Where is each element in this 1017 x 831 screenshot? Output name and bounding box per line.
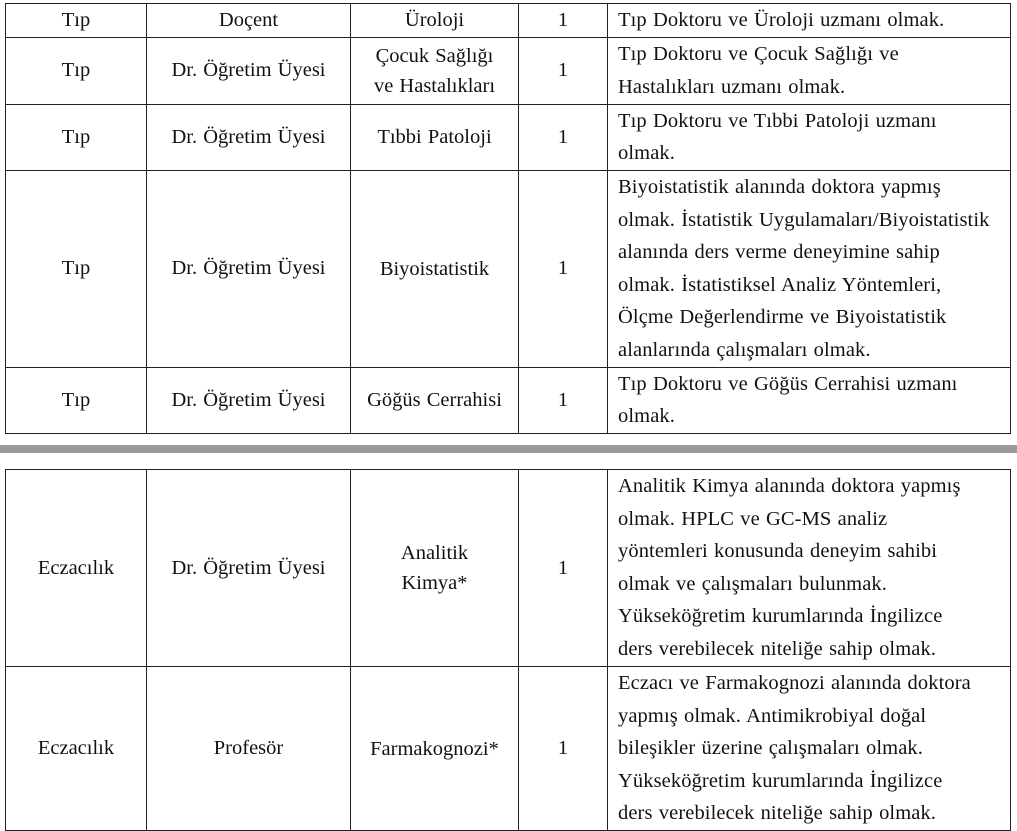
count-cell: 1 [519,667,608,831]
requirement-line: Eczacı ve Farmakognozi alanında doktora [618,672,971,695]
table-row [6,104,1011,170]
title-cell: Dr. Öğretim Üyesi [147,104,351,170]
count-cell: 1 [519,104,608,170]
department-cell [351,667,519,831]
count-cell: 1 [519,4,608,38]
requirement-cell [608,4,1011,38]
requirement-line: Biyoistatistik alanında doktora yapmış [618,176,941,198]
count-cell: 1 [519,37,608,104]
requirement-line: olmak. HPLC ve GC-MS analiz [618,507,888,530]
table-row [6,4,1011,38]
requirement-line: bileşikler üzerine çalışmaları olmak. [618,737,923,760]
requirement-line: olmak. İstatistiksel Analiz Yöntemleri, [618,273,942,296]
requirement-cell [608,470,1011,667]
department-cell [351,37,519,104]
title-cell: Dr. Öğretim Üyesi [147,170,351,367]
requirement-line: Tıp Doktoru ve Üroloji uzmanı olmak. [618,9,945,31]
department-cell [351,470,519,667]
requirement-line: olmak ve çalışmaları bulunmak. [618,572,888,595]
requirement-line: alanlarında çalışmaları olmak. [618,338,871,361]
page-divider [0,445,1017,453]
department-line: Biyoistatistik [379,257,490,280]
department-cell [351,367,519,433]
requirement-line: ders verebilecek niteliğe sahip olmak. [618,802,937,825]
requirement-line: Yükseköğretim kurumlarında İngilizce [618,605,943,627]
requirement-line: Ölçme Değerlendirme ve Biyoistatistik [618,306,947,328]
faculty-cell: Tıp [6,104,147,170]
title-cell: Dr. Öğretim Üyesi [147,470,351,667]
requirement-line: Tıp Doktoru ve Göğüs Cerrahisi uzmanı [618,372,958,395]
department-cell [351,104,519,170]
requirement-line: olmak. İstatistik Uygulamaları/Biyoistatistik [618,208,990,231]
title-cell: Dr. Öğretim Üyesi [147,367,351,433]
title-cell: Dr. Öğretim Üyesi [147,37,351,104]
title-cell: Doçent [147,4,351,38]
requirement-line: Hastalıkları uzmanı olmak. [618,75,846,98]
requirement-line: olmak. [618,142,675,164]
table-row [6,37,1011,104]
department-line: Kimya* [401,572,468,594]
requirement-line: yapmış olmak. Antimikrobiyal doğal [618,704,927,727]
requirement-cell [608,170,1011,367]
department-line: ve Hastalıkları [373,74,496,97]
department-cell [351,4,519,38]
table-row [6,667,1011,831]
department-line: Çocuk Sağlığı [375,44,494,67]
department-line: Göğüs Cerrahisi [367,389,502,411]
requirement-line: Analitik Kimya alanında doktora yapmış [618,475,961,497]
table-row [6,367,1011,433]
requirement-cell [608,37,1011,104]
faculty-cell: Tıp [6,367,147,433]
requirement-cell [608,667,1011,831]
count-cell: 1 [519,470,608,667]
requirement-line: Tıp Doktoru ve Çocuk Sağlığı ve [618,43,899,65]
faculty-cell: Tıp [6,37,147,104]
department-line: Tıbbi Patoloji [377,126,492,148]
department-line: Analitik [400,542,469,564]
department-cell [351,170,519,367]
count-cell: 1 [519,367,608,433]
faculty-cell: Tıp [6,170,147,367]
requirement-line: yöntemleri konusunda deneyim sahibi [618,540,938,562]
staff-table-medicine [5,3,1011,434]
requirement-line: ders verebilecek niteliğe sahip olmak. [618,637,937,660]
title-cell: Profesör [147,667,351,831]
count-cell: 1 [519,170,608,367]
requirement-line: olmak. [618,405,675,427]
staff-table-pharmacy [5,469,1011,831]
table-row [6,470,1011,667]
requirement-line: Yükseköğretim kurumlarında İngilizce [618,769,943,792]
department-line: Üroloji [404,9,465,32]
requirement-cell [608,367,1011,433]
table-row [6,170,1011,367]
requirement-line: Tıp Doktoru ve Tıbbi Patoloji uzmanı [618,109,937,132]
faculty-cell: Eczacılık [6,667,147,831]
department-line: Farmakognozi* [370,737,499,760]
requirement-cell [608,104,1011,170]
faculty-cell: Eczacılık [6,470,147,667]
requirement-line: alanında ders verme deneyimine sahip [618,241,940,263]
faculty-cell: Tıp [6,4,147,38]
